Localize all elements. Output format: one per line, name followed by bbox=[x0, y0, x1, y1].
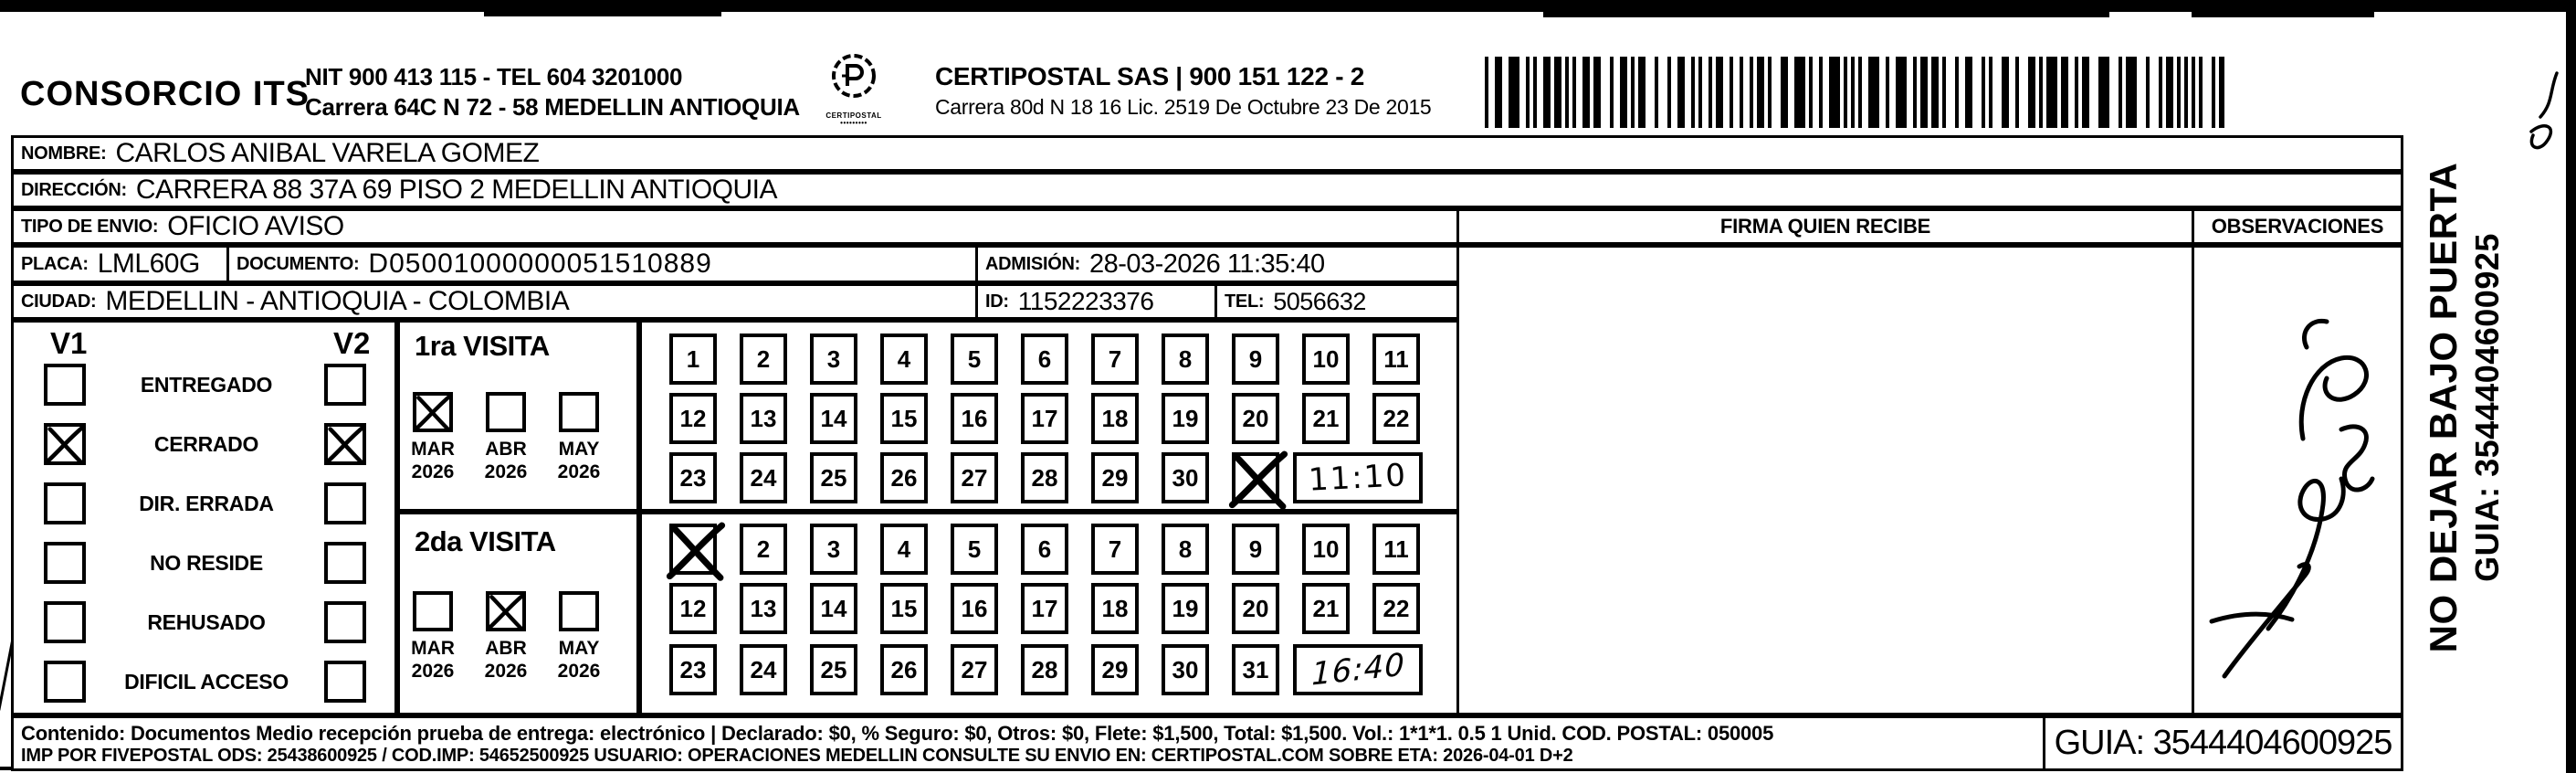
logo-caption: CERTIPOSTAL bbox=[825, 111, 882, 120]
v1-checkbox-cerrado bbox=[44, 423, 86, 465]
footer-contenido: Contenido: Documentos Medio recepción prueba de entrega: electrónico | Declarado: $0, % Seguro: $0, Otros: $0, Flete: $1,500, Total: $1,500. Vol.: 1*1*1. 0.5 1 Unid. COD. POSTAL: 050005 bbox=[21, 722, 1774, 745]
month-label: ABR 2026 bbox=[484, 439, 528, 482]
time-note-box bbox=[1293, 452, 1423, 503]
day-box-6: 6 bbox=[1021, 524, 1068, 575]
day-box-13: 13 bbox=[740, 583, 787, 634]
day-box-26: 26 bbox=[880, 644, 928, 695]
day-box-31 bbox=[1232, 452, 1279, 503]
day-box-31: 31 bbox=[1232, 644, 1279, 695]
day-box-1: 1 bbox=[669, 334, 717, 385]
id-cell bbox=[975, 283, 1217, 320]
day-box-17: 17 bbox=[1021, 393, 1068, 444]
nombre-cell bbox=[11, 135, 2403, 172]
day-box-26: 26 bbox=[880, 452, 928, 503]
carrier-address: Carrera 80d N 18 16 Lic. 2519 De Octubre 23 De 2015 bbox=[935, 95, 1432, 119]
handwritten-x-mark bbox=[485, 590, 527, 632]
day-box-28: 28 bbox=[1021, 452, 1068, 503]
day-box-2: 2 bbox=[740, 334, 787, 385]
day-box-30: 30 bbox=[1162, 452, 1209, 503]
day-box-5: 5 bbox=[951, 334, 998, 385]
day-box-21: 21 bbox=[1302, 393, 1350, 444]
handwritten-x-mark bbox=[662, 514, 730, 586]
side-note-line2: GUIA: 3544404600925 bbox=[2468, 233, 2506, 582]
day-box-7: 7 bbox=[1091, 524, 1139, 575]
admision-cell bbox=[975, 245, 1459, 283]
status-label: CERRADO bbox=[153, 432, 259, 456]
day-box-29: 29 bbox=[1091, 452, 1139, 503]
day-box-15: 15 bbox=[880, 583, 928, 634]
day-box-4: 4 bbox=[880, 334, 928, 385]
day-box-24: 24 bbox=[740, 452, 787, 503]
visita2-title: 2da VISITA bbox=[415, 525, 556, 557]
day-box-11: 11 bbox=[1372, 334, 1420, 385]
admision-label: ADMISIÓN: bbox=[985, 253, 1080, 274]
visita2-day-grid bbox=[639, 512, 1459, 715]
status-label: REHUSADO bbox=[147, 610, 266, 634]
day-box-5: 5 bbox=[951, 524, 998, 575]
month-checkbox-mar bbox=[413, 392, 453, 432]
tel-label: TEL: bbox=[1225, 291, 1265, 312]
day-box-9: 9 bbox=[1232, 524, 1279, 575]
v1-column-header: V1 bbox=[50, 326, 88, 360]
documento-value: D05001000000051510889 bbox=[368, 249, 712, 279]
day-box-13: 13 bbox=[740, 393, 787, 444]
observaciones-header-cell: OBSERVACIONES bbox=[2192, 208, 2403, 245]
scan-artifact bbox=[484, 11, 721, 16]
month-label: MAY 2026 bbox=[557, 638, 601, 682]
day-box-29: 29 bbox=[1091, 644, 1139, 695]
day-box-15: 15 bbox=[880, 393, 928, 444]
footer-info-cell bbox=[11, 715, 2045, 771]
v2-checkbox-dificil-acceso bbox=[324, 661, 366, 703]
month-checkbox-abr bbox=[486, 392, 526, 432]
direccion-value: CARRERA 88 37A 69 PISO 2 MEDELLIN ANTIOQUIA bbox=[135, 175, 778, 205]
firma-body-cell bbox=[1456, 245, 2194, 715]
day-box-28: 28 bbox=[1021, 644, 1068, 695]
day-box-23: 23 bbox=[669, 452, 717, 503]
company-address: Carrera 64C N 72 - 58 MEDELLIN ANTIOQUIA bbox=[305, 93, 800, 121]
day-box-10: 10 bbox=[1302, 334, 1350, 385]
day-box-6: 6 bbox=[1021, 334, 1068, 385]
day-box-1 bbox=[669, 524, 717, 575]
day-box-14: 14 bbox=[810, 393, 857, 444]
handwritten-x-mark bbox=[43, 422, 87, 466]
day-box-8: 8 bbox=[1162, 334, 1209, 385]
v2-checkbox-no-reside bbox=[324, 542, 366, 584]
day-box-19: 19 bbox=[1162, 393, 1209, 444]
day-box-19: 19 bbox=[1162, 583, 1209, 634]
nombre-value: CARLOS ANIBAL VARELA GOMEZ bbox=[115, 138, 540, 168]
day-box-16: 16 bbox=[951, 393, 998, 444]
day-box-21: 21 bbox=[1302, 583, 1350, 634]
tel-cell bbox=[1214, 283, 1459, 320]
handwritten-time: 16:40 bbox=[1310, 646, 1405, 694]
ciudad-value: MEDELLIN - ANTIOQUIA - COLOMBIA bbox=[105, 286, 570, 316]
status-label: DIR. ERRADA bbox=[139, 492, 274, 515]
v1-checkbox-no-reside bbox=[44, 542, 86, 584]
status-label: DIFICIL ACCESO bbox=[124, 670, 289, 694]
id-value: 1152223376 bbox=[1017, 287, 1154, 315]
day-box-10: 10 bbox=[1302, 524, 1350, 575]
tipo-envio-label: TIPO DE ENVIO: bbox=[21, 216, 159, 237]
day-box-17: 17 bbox=[1021, 583, 1068, 634]
handwritten-time: 11:10 bbox=[1308, 457, 1408, 499]
day-box-3: 3 bbox=[810, 524, 857, 575]
day-box-2: 2 bbox=[740, 524, 787, 575]
handwritten-pen-mark bbox=[2517, 64, 2571, 174]
status-label: NO RESIDE bbox=[150, 551, 263, 575]
placa-value: LML60G bbox=[97, 249, 200, 279]
month-checkbox-abr bbox=[486, 591, 526, 631]
v2-checkbox-dir-errada bbox=[324, 482, 366, 524]
carrier-name: CERTIPOSTAL SAS | 900 151 122 - 2 bbox=[935, 62, 1364, 90]
documento-label: DOCUMENTO: bbox=[237, 253, 360, 274]
handwritten-x-mark bbox=[323, 422, 367, 466]
day-box-20: 20 bbox=[1232, 393, 1279, 444]
ciudad-label: CIUDAD: bbox=[21, 291, 97, 312]
footer-guia-value: GUIA: 3544404600925 bbox=[2054, 724, 2392, 762]
footer-imp: IMP POR FIVEPOSTAL ODS: 25438600925 / COD.IMP: 54652500925 USUARIO: OPERACIONES MEDELLIN CONSULTE SU ENVIO EN: CERTIPOSTAL.COM SOBRE ETA: 2026-04-01 D+2 bbox=[21, 746, 1573, 766]
day-box-20: 20 bbox=[1232, 583, 1279, 634]
v1-checkbox-dir-errada bbox=[44, 482, 86, 524]
tipo-envio-value: OFICIO AVISO bbox=[167, 211, 344, 241]
day-box-8: 8 bbox=[1162, 524, 1209, 575]
day-box-16: 16 bbox=[951, 583, 998, 634]
day-box-22: 22 bbox=[1372, 583, 1420, 634]
v2-column-header: V2 bbox=[333, 326, 371, 360]
day-box-24: 24 bbox=[740, 644, 787, 695]
day-box-25: 25 bbox=[810, 644, 857, 695]
visita2-box bbox=[397, 512, 639, 715]
side-note-line1: NO DEJAR BAJO PUERTA bbox=[2422, 162, 2465, 653]
day-box-3: 3 bbox=[810, 334, 857, 385]
ciudad-cell bbox=[11, 283, 978, 320]
nombre-label: NOMBRE: bbox=[21, 143, 107, 164]
day-box-12: 12 bbox=[669, 393, 717, 444]
scan-artifact bbox=[2192, 10, 2374, 17]
day-box-18: 18 bbox=[1091, 393, 1139, 444]
scan-artifact bbox=[1543, 11, 2109, 17]
barcode bbox=[1485, 57, 2226, 128]
handwritten-x-mark bbox=[1225, 443, 1292, 514]
company-name: CONSORCIO ITS bbox=[20, 75, 310, 113]
status-label: ENTREGADO bbox=[140, 373, 273, 397]
v1-checkbox-dificil-acceso bbox=[44, 661, 86, 703]
month-checkbox-mar bbox=[413, 591, 453, 631]
day-box-14: 14 bbox=[810, 583, 857, 634]
month-checkbox-may bbox=[559, 392, 599, 432]
v1-checkbox-rehusado bbox=[44, 601, 86, 643]
placa-label: PLACA: bbox=[21, 253, 89, 274]
scan-artifact-top-bar bbox=[0, 0, 2576, 12]
v2-checkbox-rehusado bbox=[324, 601, 366, 643]
visita1-title: 1ra VISITA bbox=[415, 330, 550, 362]
company-nit: NIT 900 413 115 - TEL 604 3201000 bbox=[305, 63, 683, 90]
day-box-22: 22 bbox=[1372, 393, 1420, 444]
handwritten-signature bbox=[2197, 292, 2400, 704]
firma-header-cell: FIRMA QUIEN RECIBE bbox=[1456, 208, 2194, 245]
day-box-9: 9 bbox=[1232, 334, 1279, 385]
v1-checkbox-entregado bbox=[44, 364, 86, 406]
documento-cell bbox=[226, 245, 978, 283]
placa-cell bbox=[11, 245, 229, 283]
month-label: MAY 2026 bbox=[557, 439, 601, 482]
month-label: ABR 2026 bbox=[484, 638, 528, 682]
day-box-27: 27 bbox=[951, 452, 998, 503]
day-box-4: 4 bbox=[880, 524, 928, 575]
visita1-day-grid bbox=[639, 320, 1459, 512]
admision-value: 28-03-2026 11:35:40 bbox=[1088, 249, 1325, 279]
side-note bbox=[2421, 120, 2516, 695]
day-box-12: 12 bbox=[669, 583, 717, 634]
id-label: ID: bbox=[985, 291, 1009, 312]
day-box-30: 30 bbox=[1162, 644, 1209, 695]
tel-value: 5056632 bbox=[1273, 287, 1366, 315]
month-checkbox-may bbox=[559, 591, 599, 631]
month-label: MAR 2026 bbox=[411, 638, 455, 682]
day-box-18: 18 bbox=[1091, 583, 1139, 634]
v2-checkbox-entregado bbox=[324, 364, 366, 406]
day-box-11: 11 bbox=[1372, 524, 1420, 575]
day-box-25: 25 bbox=[810, 452, 857, 503]
certipostal-logo-icon bbox=[824, 51, 884, 127]
time-note-box bbox=[1293, 644, 1423, 695]
direccion-cell bbox=[11, 172, 2403, 208]
day-box-7: 7 bbox=[1091, 334, 1139, 385]
logo-caption-dots: ••••••••• bbox=[840, 119, 867, 127]
day-box-23: 23 bbox=[669, 644, 717, 695]
tipo-envio-cell bbox=[11, 208, 1459, 245]
day-box-27: 27 bbox=[951, 644, 998, 695]
handwritten-x-mark bbox=[412, 391, 454, 433]
visita1-box bbox=[397, 320, 639, 512]
status-panel bbox=[11, 320, 397, 715]
v2-checkbox-cerrado bbox=[324, 423, 366, 465]
month-label: MAR 2026 bbox=[411, 439, 455, 482]
footer-guia-cell bbox=[2043, 715, 2403, 771]
direccion-label: DIRECCIÓN: bbox=[21, 179, 127, 200]
